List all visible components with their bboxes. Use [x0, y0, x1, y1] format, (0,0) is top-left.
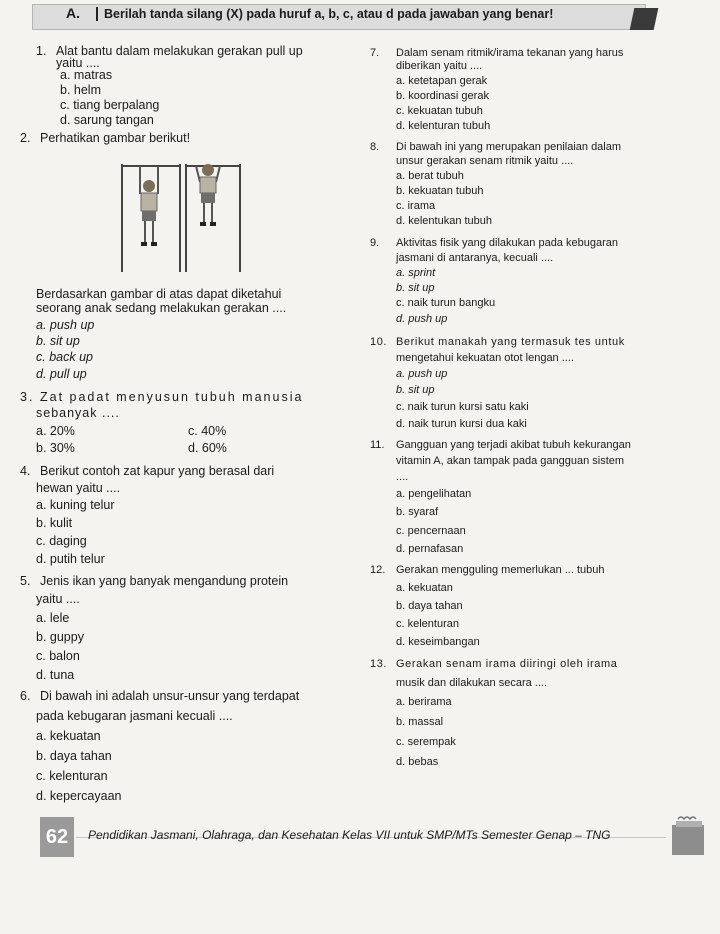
q13-option-a[interactable]: a. berirama [396, 696, 452, 708]
question-11: 11. Gangguan yang terjadi akibat tubuh kekurangan [370, 439, 631, 451]
question-2: 2. Perhatikan gambar berikut! [20, 131, 191, 145]
q2-option-a[interactable]: a. push up [36, 318, 95, 332]
question-4: 4. Berikut contoh zat kapur yang berasal dari [20, 464, 275, 478]
q4-option-b[interactable]: b. kulit [36, 516, 73, 530]
question-1-line2: yaitu .... [56, 56, 100, 70]
question-7-line2: diberikan yaitu .... [396, 60, 483, 72]
footer-book-title: Pendidikan Jasmani, Olahraga, dan Kesehatan Kelas VII untuk SMP/MTs Semester Genap – TNG [88, 828, 611, 842]
q11-option-c[interactable]: c. pencernaan [396, 525, 466, 537]
q6-option-a[interactable]: a. kekuatan [36, 729, 101, 743]
q1-option-c[interactable]: c. tiang berpalang [60, 98, 160, 112]
q1-option-a[interactable]: a. matras [60, 68, 113, 82]
question-7: 7. Dalam senam ritmik/irama tekanan yang harus [370, 47, 624, 59]
q12-option-a[interactable]: a. kekuatan [396, 582, 453, 594]
q13-option-c[interactable]: c. serempak [396, 736, 456, 748]
question-9-line2: jasmani di antaranya, kecuali .... [396, 252, 554, 264]
question-5: 5. Jenis ikan yang banyak mengandung protein [20, 574, 289, 588]
q6-option-b[interactable]: b. daya tahan [36, 749, 112, 763]
question-11-line3: .... [396, 471, 409, 483]
q11-option-b[interactable]: b. syaraf [396, 506, 439, 518]
q9-option-a[interactable]: a. sprint [396, 267, 436, 279]
question-5-line2: yaitu .... [36, 592, 80, 606]
q5-option-b[interactable]: b. guppy [36, 630, 84, 644]
q7-option-d[interactable]: d. kelenturan tubuh [396, 120, 491, 132]
q4-option-d[interactable]: d. putih telur [36, 552, 105, 566]
question-6: 6. Di bawah ini adalah unsur-unsur yang terdapat [20, 689, 300, 703]
q9-option-d[interactable]: d. push up [396, 313, 448, 325]
q11-option-a[interactable]: a. pengelihatan [396, 488, 472, 500]
q4-option-a[interactable]: a. kuning telur [36, 498, 115, 512]
section-letter: A. [66, 5, 80, 21]
q3-option-d[interactable]: d. 60% [188, 441, 227, 455]
pull-up-illustration [112, 158, 244, 272]
question-4-line2: hewan yaitu .... [36, 481, 121, 495]
q6-option-d[interactable]: d. kepercayaan [36, 789, 122, 803]
q12-option-c[interactable]: c. kelenturan [396, 618, 459, 630]
q3-option-c[interactable]: c. 40% [188, 424, 227, 438]
q12-option-d[interactable]: d. keseimbangan [396, 636, 480, 648]
question-6-line2: pada kebugaran jasmani kecuali .... [36, 709, 233, 723]
q10-option-a[interactable]: a. push up [396, 368, 448, 380]
q2-option-d[interactable]: d. pull up [36, 367, 87, 381]
question-2-after-line2: seorang anak sedang melakukan gerakan .... [36, 301, 287, 315]
question-11-line2: vitamin A, akan tampak pada gangguan sistem [396, 455, 625, 467]
section-instruction: Berilah tanda silang (X) pada huruf a, b, c, atau d pada jawaban yang benar! [96, 7, 553, 21]
q10-option-d[interactable]: d. naik turun kursi dua kaki [396, 418, 527, 430]
q1-option-d[interactable]: d. sarung tangan [60, 113, 154, 127]
header-decoration [630, 8, 659, 30]
q13-option-d[interactable]: d. bebas [396, 756, 439, 768]
q8-option-a[interactable]: a. berat tubuh [396, 170, 464, 182]
question-10-line2: mengetahui kekuatan otot lengan .... [396, 352, 574, 364]
question-12: 12. Gerakan mengguling memerlukan ... tubuh [370, 564, 605, 576]
q7-option-c[interactable]: c. kekuatan tubuh [396, 105, 483, 117]
q3-option-b[interactable]: b. 30% [36, 441, 75, 455]
q5-option-c[interactable]: c. balon [36, 649, 80, 663]
question-13-line2: musik dan dilakukan secara .... [396, 677, 548, 689]
book-stack-icon [668, 815, 708, 859]
q9-option-c[interactable]: c. naik turun bangku [396, 297, 496, 309]
q10-option-b[interactable]: b. sit up [396, 384, 435, 396]
question-3: 3. Zat padat menyusun tubuh manusia [20, 390, 304, 404]
q7-option-b[interactable]: b. koordinasi gerak [396, 90, 489, 102]
q9-option-b[interactable]: b. sit up [396, 282, 435, 294]
question-8-line2: unsur gerakan senam ritmik yaitu .... [396, 155, 574, 167]
q1-option-b[interactable]: b. helm [60, 83, 101, 97]
q12-option-b[interactable]: b. daya tahan [396, 600, 463, 612]
question-1: 1. Alat bantu dalam melakukan gerakan pull up [36, 44, 303, 58]
q10-option-c[interactable]: c. naik turun kursi satu kaki [396, 401, 529, 413]
q13-option-b[interactable]: b. massal [396, 716, 444, 728]
q8-option-c[interactable]: c. irama [396, 200, 436, 212]
q6-option-c[interactable]: c. kelenturan [36, 769, 108, 783]
question-8: 8. Di bawah ini yang merupakan penilaian dalam [370, 141, 622, 153]
page-number: 62 [40, 817, 74, 857]
q3-option-a[interactable]: a. 20% [36, 424, 75, 438]
q2-option-c[interactable]: c. back up [36, 350, 93, 364]
q8-option-d[interactable]: d. kelentukan tubuh [396, 215, 493, 227]
q2-option-b[interactable]: b. sit up [36, 334, 80, 348]
q8-option-b[interactable]: b. kekuatan tubuh [396, 185, 484, 197]
question-2-after-line1: Berdasarkan gambar di atas dapat diketahui [36, 287, 282, 301]
q11-option-d[interactable]: d. pernafasan [396, 543, 464, 555]
q5-option-a[interactable]: a. lele [36, 611, 70, 625]
question-13: 13. Gerakan senam irama diiringi oleh irama [370, 658, 618, 670]
question-10: 10. Berikut manakah yang termasuk tes untuk [370, 336, 625, 348]
question-9: 9. Aktivitas fisik yang dilakukan pada kebugaran [370, 237, 618, 249]
q4-option-c[interactable]: c. daging [36, 534, 87, 548]
q5-option-d[interactable]: d. tuna [36, 668, 75, 682]
question-3-line2: sebanyak .... [36, 406, 120, 420]
q7-option-a[interactable]: a. ketetapan gerak [396, 75, 488, 87]
